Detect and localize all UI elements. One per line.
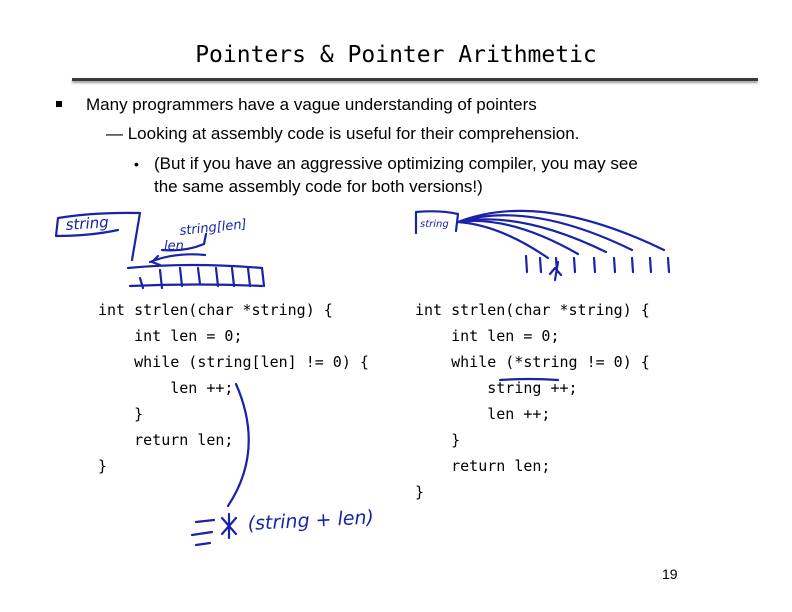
ink-curve-to-formula (228, 384, 249, 506)
page-number: 19 (662, 566, 678, 582)
ink-right-string-label: string (420, 219, 449, 230)
ink-equals-sign (192, 520, 214, 545)
code-line: } (415, 483, 425, 501)
code-line: int len = 0; (98, 327, 243, 345)
code-line: } (415, 431, 461, 449)
ink-left-len-label: len (164, 239, 184, 254)
code-line: len ++; (415, 405, 551, 423)
code-line: len ++; (98, 379, 234, 397)
bullet-text: Many programmers have a vague understanding of pointers (86, 95, 537, 114)
code-line: while (*string != 0) { (415, 353, 650, 371)
ink-star-string-underline (500, 379, 558, 380)
code-line: } (98, 405, 144, 423)
ink-bottom-formula: (string + len) (247, 506, 375, 535)
ink-left-string-len-label: string[len] (178, 217, 248, 239)
sub-sub-bullet-line1: (But if you have an aggressive optimizing compiler, you may see (154, 154, 638, 173)
code-line: return len; (415, 457, 551, 475)
ink-right-arcs (458, 211, 664, 258)
sub-sub-bullet-line2: the same assembly code for both versions!) (154, 177, 483, 196)
code-line: int len = 0; (415, 327, 560, 345)
sub-sub-bullet-marker: • (134, 156, 139, 172)
code-line: return len; (98, 431, 234, 449)
ink-star (222, 514, 236, 538)
code-line: } (98, 457, 108, 475)
ink-left-len-arrow (150, 254, 205, 265)
code-line: int strlen(char *string) { (98, 301, 333, 319)
code-line: int strlen(char *string) { (415, 301, 650, 319)
sub-bullet-text: — Looking at assembly code is useful for their comprehension. (106, 124, 580, 143)
code-line: while (string[len] != 0) { (98, 353, 369, 371)
ink-left-string-label: string (65, 213, 110, 234)
code-line: string ++; (415, 379, 578, 397)
ink-left-array (128, 265, 262, 286)
slide-title: Pointers & Pointer Arithmetic (195, 42, 597, 68)
